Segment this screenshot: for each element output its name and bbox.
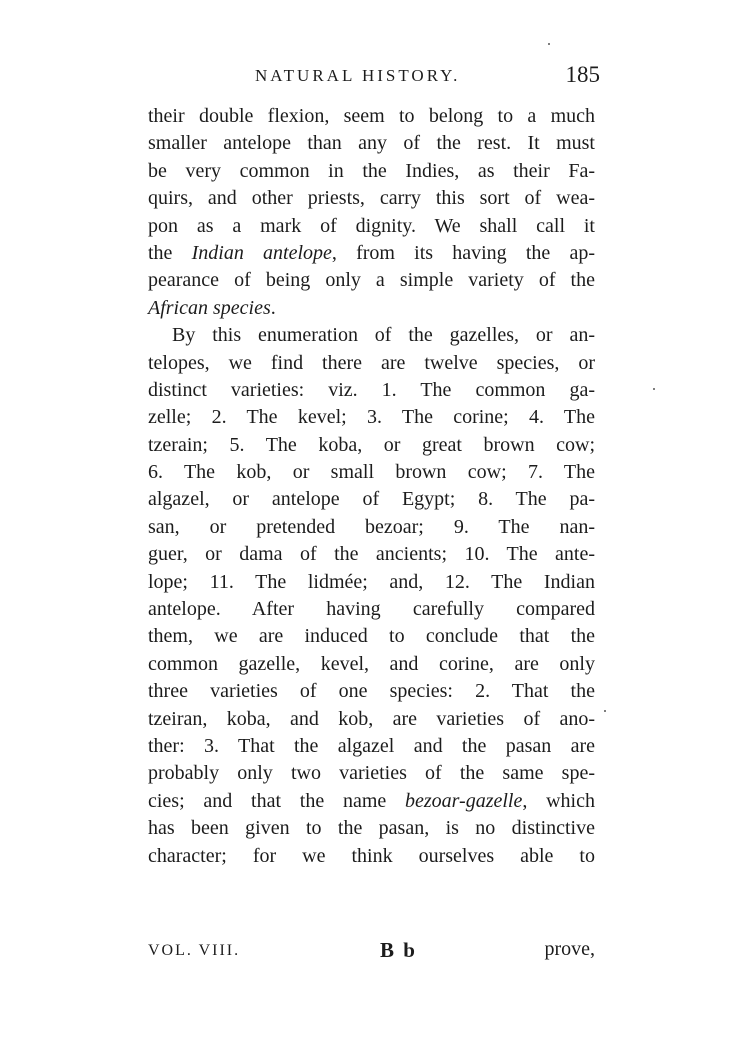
text-span: common gazelle, kevel, and corine, are only bbox=[148, 652, 595, 675]
text-line bbox=[148, 706, 595, 733]
text-line bbox=[148, 158, 595, 185]
text-line bbox=[148, 295, 595, 322]
volume-marker: VOL. VIII. bbox=[148, 942, 241, 959]
text-span: the bbox=[148, 241, 192, 264]
text-line bbox=[148, 596, 595, 623]
italic-text: bezoar-gazelle bbox=[405, 789, 523, 812]
text-line bbox=[148, 213, 595, 240]
text-span: has been given to the pasan, is no distinctive bbox=[148, 817, 595, 840]
text-span: cies; and that the name bbox=[148, 789, 405, 812]
text-span: . bbox=[270, 296, 276, 319]
text-span: By this enumeration of the gazelles, or an- bbox=[172, 324, 595, 347]
paper-speck bbox=[604, 710, 606, 712]
text-line bbox=[148, 267, 595, 294]
text-span: probably only two varieties of the same spe- bbox=[148, 762, 595, 785]
text-line bbox=[148, 377, 595, 404]
text-span: three varieties of one species: 2. That the bbox=[148, 680, 595, 703]
text-span: their double flexion, seem to belong to a much bbox=[148, 105, 595, 127]
text-span: ther: 3. That the algazel and the pasan are bbox=[148, 734, 595, 757]
text-span: algazel, or antelope of Egypt; 8. The pa- bbox=[148, 488, 595, 511]
text-line bbox=[148, 240, 595, 267]
text-line bbox=[148, 350, 595, 377]
text-line bbox=[148, 486, 595, 513]
text-span: 6. The kob, or small brown cow; 7. The bbox=[148, 461, 595, 484]
text-line bbox=[148, 514, 595, 541]
paper-speck bbox=[653, 388, 655, 390]
paper-speck bbox=[548, 43, 550, 45]
text-span: pon as a mark of dignity. We shall call it bbox=[148, 214, 595, 237]
text-line bbox=[148, 569, 595, 596]
text-span: distinct varieties: viz. 1. The common ga- bbox=[148, 378, 595, 401]
text-span: guer, or dama of the ancients; 10. The ante- bbox=[148, 543, 595, 566]
text-span: pearance of being only a simple variety of the bbox=[148, 269, 595, 292]
page-footer bbox=[148, 938, 595, 968]
text-span: quirs, and other priests, carry this sort of wea- bbox=[148, 187, 595, 210]
page-number: 185 bbox=[565, 62, 600, 87]
text-line bbox=[148, 678, 595, 705]
text-line bbox=[148, 788, 595, 815]
text-span: telopes, we find there are twelve species, or bbox=[148, 351, 595, 374]
text-line bbox=[148, 432, 595, 459]
text-line bbox=[148, 103, 595, 130]
running-head: NATURAL HISTORY. bbox=[255, 66, 461, 85]
text-line bbox=[148, 733, 595, 760]
text-span: , which bbox=[522, 789, 595, 812]
text-span: lope; 11. The lidmée; and, 12. The Indian bbox=[148, 570, 595, 593]
text-line bbox=[148, 130, 595, 157]
text-line bbox=[148, 623, 595, 650]
text-span: be very common in the Indies, as their Fa- bbox=[148, 159, 595, 182]
text-line bbox=[148, 651, 595, 678]
text-span: character; for we think ourselves able to bbox=[148, 844, 595, 867]
text-span: tzerain; 5. The koba, or great brown cow; bbox=[148, 433, 595, 456]
text-line bbox=[148, 760, 595, 787]
text-line bbox=[148, 322, 595, 349]
text-span: zelle; 2. The kevel; 3. The corine; 4. The bbox=[148, 406, 595, 429]
italic-text: Indian antelope bbox=[191, 241, 332, 264]
text-line bbox=[148, 459, 595, 486]
body-text bbox=[148, 103, 595, 870]
text-span: them, we are induced to conclude that the bbox=[148, 625, 595, 648]
text-span: san, or pretended bezoar; 9. The nan- bbox=[148, 515, 595, 538]
text-span: smaller antelope than any of the rest. It must bbox=[148, 132, 595, 155]
text-span: antelope. After having carefully compared bbox=[148, 598, 595, 621]
text-line bbox=[148, 815, 595, 842]
text-line bbox=[148, 185, 595, 212]
catchword: prove, bbox=[544, 938, 595, 960]
text-line bbox=[148, 404, 595, 431]
text-line bbox=[148, 541, 595, 568]
text-span: , from its having the ap- bbox=[331, 241, 595, 264]
signature-mark: B b bbox=[380, 938, 417, 962]
page-header bbox=[255, 62, 600, 96]
text-span: tzeiran, koba, and kob, are varieties of ano- bbox=[148, 707, 595, 730]
italic-text: African species bbox=[148, 296, 271, 319]
text-line bbox=[148, 843, 595, 870]
